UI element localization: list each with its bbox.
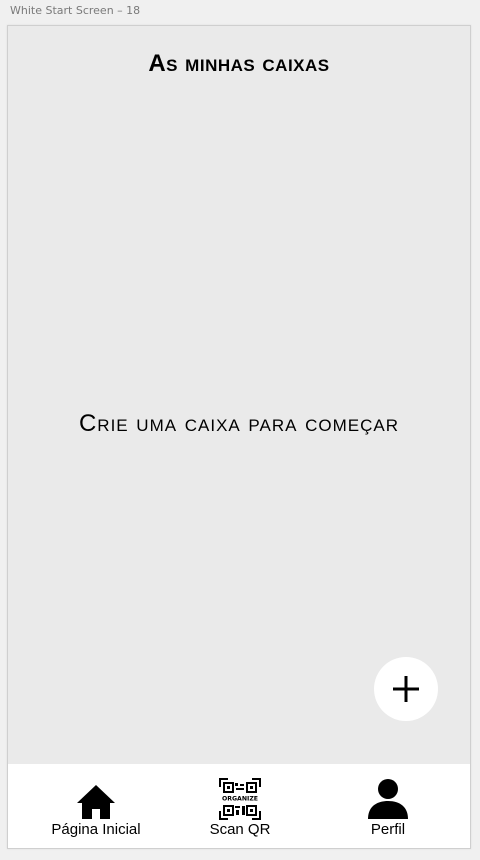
qr-code-icon bbox=[219, 778, 261, 820]
nav-item-profile-label: Perfil bbox=[370, 821, 406, 838]
home-icon bbox=[76, 784, 116, 820]
user-icon bbox=[366, 778, 410, 820]
nav-item-home-label: Página Inicial bbox=[51, 821, 141, 838]
plus-icon bbox=[391, 674, 421, 704]
nav-item-home[interactable] bbox=[21, 764, 171, 848]
artboard-title: White Start Screen – 18 bbox=[10, 4, 141, 17]
empty-state-message: Crie uma caixa para começar bbox=[78, 410, 400, 437]
page-title: As minhas caixas bbox=[148, 50, 330, 77]
nav-item-profile[interactable] bbox=[313, 764, 463, 848]
app-screen bbox=[7, 25, 471, 849]
nav-item-scan-qr[interactable] bbox=[165, 764, 315, 848]
bottom-navigation bbox=[8, 764, 470, 848]
add-box-button[interactable] bbox=[374, 657, 438, 721]
qr-caption: ORGANIZE bbox=[221, 795, 259, 803]
nav-item-scan-qr-label: Scan QR bbox=[209, 821, 271, 838]
